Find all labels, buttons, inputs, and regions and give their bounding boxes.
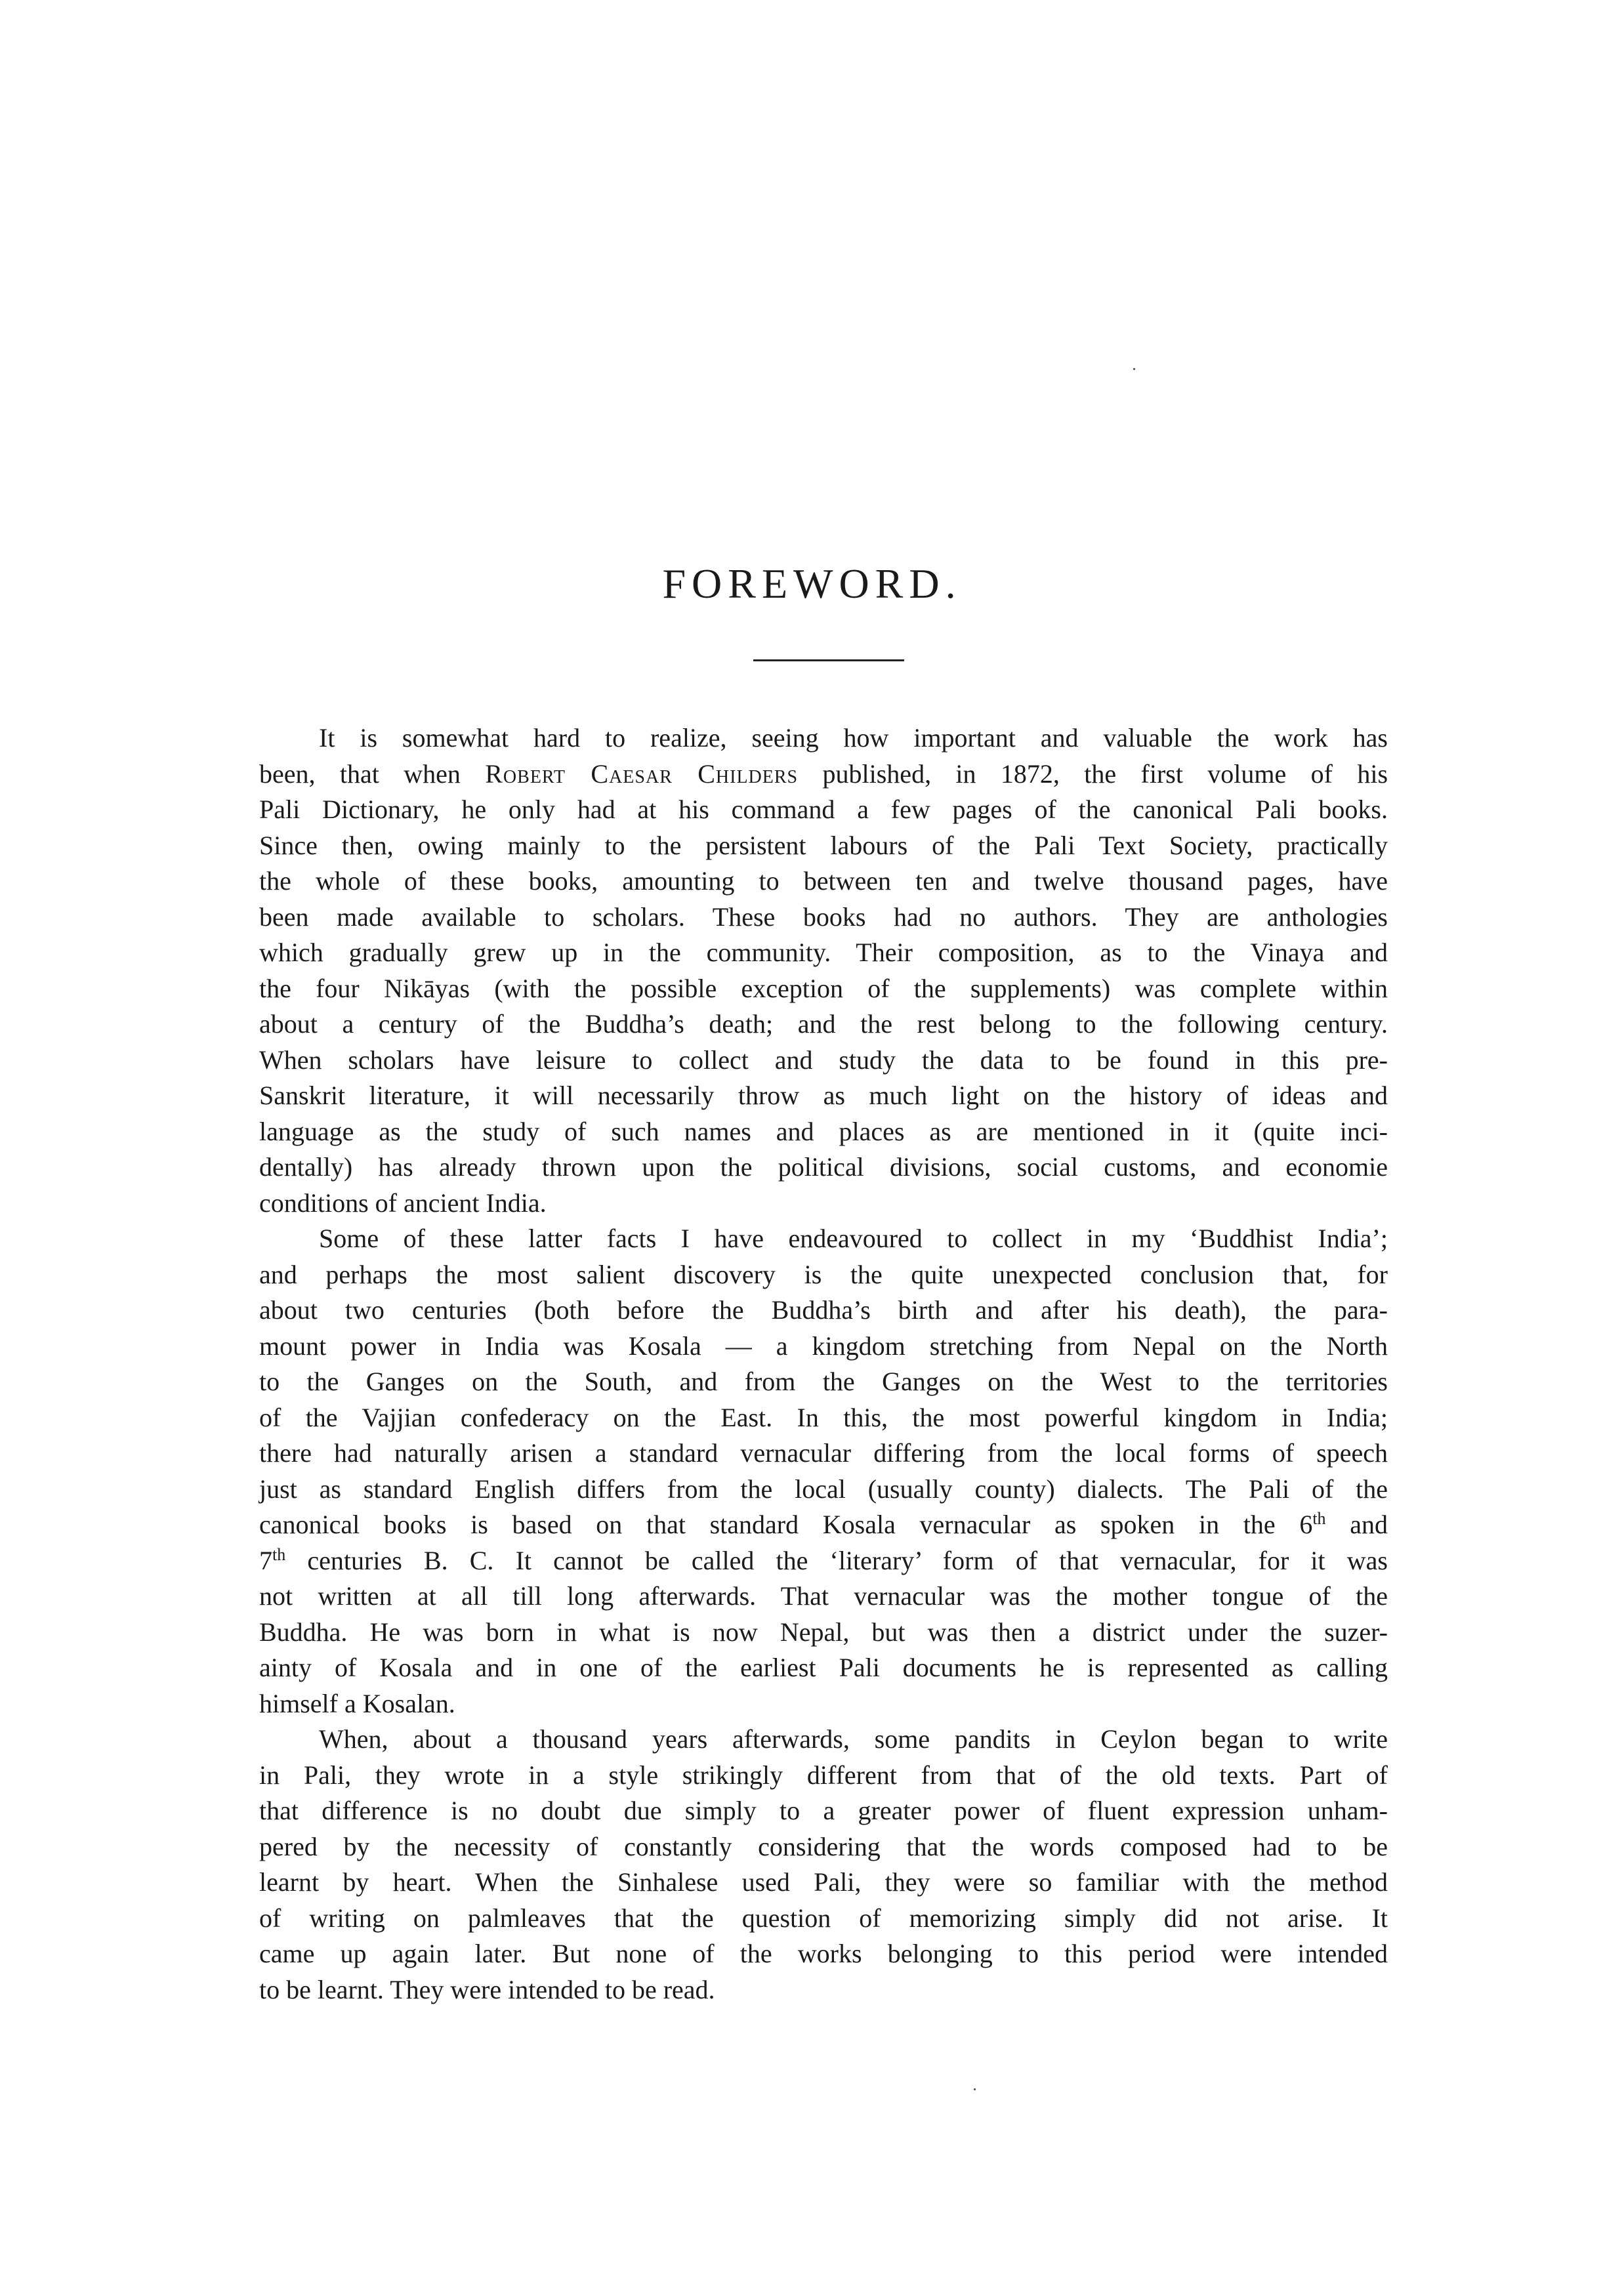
text-line: about a century of the Buddha’s death; and the rest belong to the following century. [259,1009,1388,1039]
text-line: Since then, owing mainly to the persistent labours of the Pali Text Society, practically [259,830,1388,860]
text-line: ainty of Kosala and in one of the earliest Pali documents he is represented as calling [259,1653,1388,1682]
text-line: the whole of these books, amounting to between ten and twelve thousand pages, have [259,866,1388,896]
paper-speck [1133,368,1135,370]
text-line: been made available to scholars. These books had no authors. They are anthologies [259,901,1388,932]
paragraph-1 [259,720,1388,1221]
ordinal-suffix: th [272,1544,286,1564]
text-line: just as standard English differs from the local (usually county) dialects. The Pali of the [259,1474,1388,1504]
text-line: to be learnt. They were intended to be read. [259,1974,715,2004]
text-line: came up again later. But none of the works belonging to this period were intended [259,1939,1388,1968]
text-span: 7 [259,1545,272,1575]
text-line: about two centuries (both before the Buddha’s birth and after his death), the para- [259,1295,1388,1325]
paper-speck [974,2088,976,2090]
text-line: himself a Kosalan. [259,1688,455,1718]
text-line: the four Nikāyas (with the possible exception of the supplements) was complete within [259,973,1388,1003]
text-line: there had naturally arisen a standard vernacular differing from the local forms of speech [259,1438,1388,1468]
text-line: mount power in India was Kosala — a kingdom stretching from Nepal on the North [259,1331,1388,1361]
text-line: language as the study of such names and places as are mentioned in it (quite inci- [259,1116,1388,1146]
text-line [259,1543,1388,1579]
page-title: FOREWORD. [662,560,962,607]
text-span: canonical books is based on that standard Kosala vernacular as spoken in the 6 [259,1510,1313,1539]
text-line: Sanskrit literature, it will necessarily throw as much light on the history of ideas and [259,1081,1388,1110]
text-line: Pali Dictionary, he only had at his command a few pages of the canonical Pali books. [259,795,1388,824]
text-line: conditions of ancient India. [259,1188,547,1218]
text-line: not written at all till long afterwards. That vernacular was the mother tongue of the [259,1581,1388,1611]
text-line: dentally) has already thrown upon the political divisions, social customs, and economie [259,1152,1388,1182]
text-span: published, in 1872, the first volume of his [822,758,1388,789]
text-span: and [1350,1510,1388,1539]
author-name: Robert Caesar Childers [485,758,799,789]
paragraph-2 [259,1221,1388,1722]
title-divider [753,659,904,661]
text-line: When scholars have leisure to collect and study the data to be found in this pre- [259,1044,1388,1075]
text-line [259,1507,1388,1543]
text-line: Some of these latter facts I have endeavoured to collect in my ‘Buddhist India’; [319,1224,1388,1253]
text-line: pered by the necessity of constantly considering that the words composed had to be [259,1831,1388,1861]
text-line: of writing on palmleaves that the question of memorizing simply did not arise. It [259,1903,1388,1933]
text-span: centuries B. C. It cannot be called the ‘literary’ form of that vernacular, for it was [307,1545,1388,1575]
text-line: in Pali, they wrote in a style strikingly different from that of the old texts. Part of [259,1760,1388,1790]
text-line: When, about a thousand years afterwards, some pandits in Ceylon began to write [319,1724,1388,1754]
text-line: that difference is no doubt due simply to a greater power of fluent expression unham- [259,1796,1388,1825]
foreword-body [259,720,1388,2008]
text-line: learnt by heart. When the Sinhalese used Pali, they were so familiar with the method [259,1867,1388,1897]
text-line: of the Vajjian confederacy on the East. In this, the most powerful kingdom in India; [259,1402,1388,1432]
text-line: which gradually grew up in the community. Their composition, as to the Vinaya and [259,938,1388,967]
text-line: and perhaps the most salient discovery is the quite unexpected conclusion that, for [259,1259,1388,1289]
text-span: been, that when [259,758,461,789]
text-line [259,756,1388,793]
ordinal-suffix: th [1312,1509,1326,1528]
text-line: It is somewhat hard to realize, seeing how important and valuable the work has [319,723,1388,753]
text-line: to the Ganges on the South, and from the Ganges on the West to the territories [259,1367,1388,1396]
paragraph-3 [259,1722,1388,2008]
text-line: Buddha. He was born in what is now Nepal, but was then a district under the suzer- [259,1617,1388,1647]
